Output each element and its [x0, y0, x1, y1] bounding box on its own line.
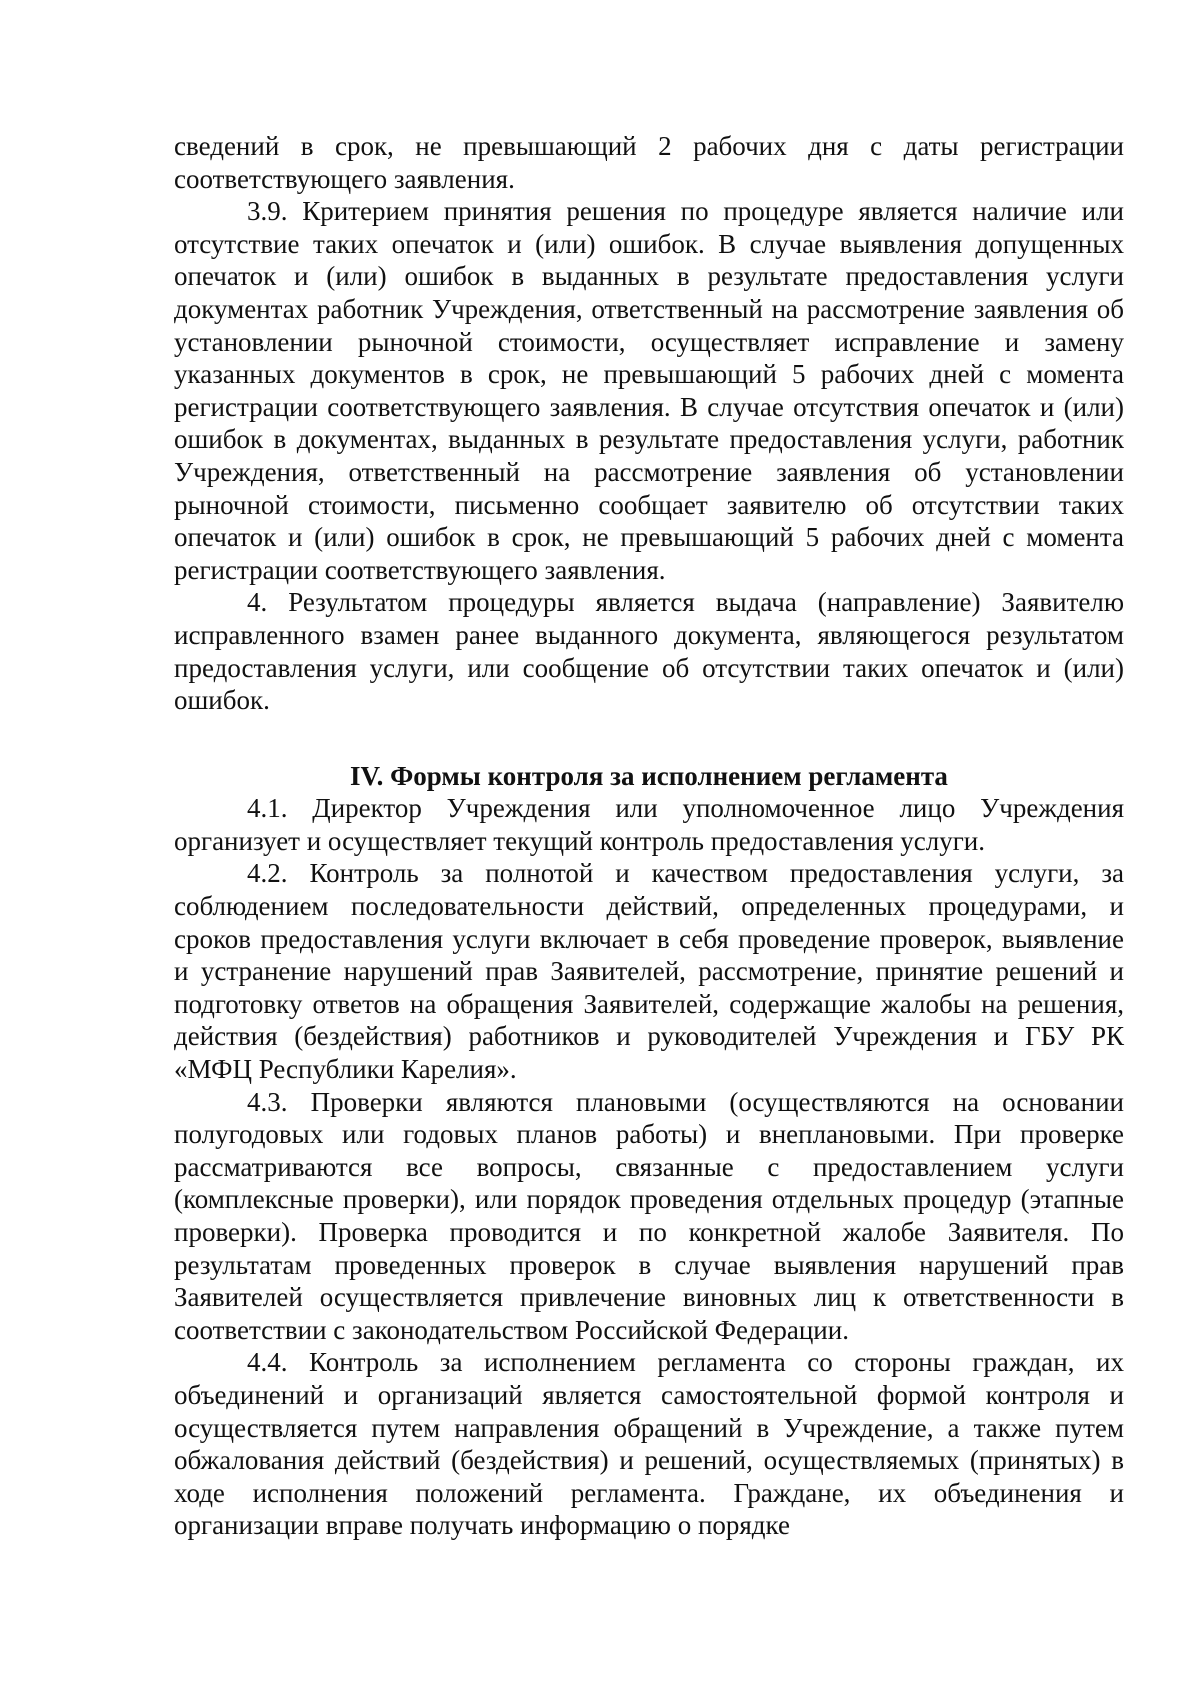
paragraph-4-2: 4.2. Контроль за полнотой и качеством предоставления услуги, за соблюдением последовательности действий, определенных процедурами, и сроков предоставления услуги включает в себя проведение проверок, выявление и устранение нарушений прав Заявителей, рассмотрение, принятие решений и подготовку ответов на обращения Заявителей, содержащие жалобы на решения, действия (бездействия) работников и руководителей Учреждения и ГБУ РК «МФЦ Республики Карелия».	[174, 858, 1124, 1085]
paragraph-3-9: 3.9. Критерием принятия решения по процедуре является наличие или отсутствие таких опечаток и (или) ошибок. В случае выявления допущенных опечаток и (или) ошибок в выданных в результате предоставления услуги документах работник Учреждения, ответственный на рассмотрение заявления об установлении рыночной стоимости, осуществляет исправление и замену указанных документов в срок, не превышающий 5 рабочих дней с момента регистрации соответствующего заявления. В случае отсутствия опечаток и (или) ошибок в документах, выданных в результате предоставления услуги, работник Учреждения, ответственный на рассмотрение заявления об установлении рыночной стоимости, письменно сообщает заявителю об отсутствии таких опечаток и (или) ошибок в срок, не превышающий 5 рабочих дней с момента регистрации соответствующего заявления.	[174, 196, 1124, 585]
paragraph-continuation: сведений в срок, не превышающий 2 рабочих дня с даты регистрации соответствующего заявления.	[174, 131, 1124, 194]
paragraph-4-1: 4.1. Директор Учреждения или уполномоченное лицо Учреждения организует и осуществляет текущий контроль предоставления услуги.	[174, 793, 1124, 856]
paragraph-4-3: 4.3. Проверки являются плановыми (осуществляются на основании полугодовых или годовых планов работы) и внеплановыми. При проверке рассматриваются все вопросы, связанные с предоставлением услуги (комплексные проверки), или порядок проведения отдельных процедур (этапные проверки). Проверка проводится и по конкретной жалобе Заявителя. По результатам проведенных проверок в случае выявления нарушений прав Заявителей осуществляется привлечение виновных лиц к ответственности в соответствии с законодательством Российской Федерации.	[174, 1086, 1124, 1345]
paragraph-4-result: 4. Результатом процедуры является выдача (направление) Заявителю исправленного взамен ранее выданного документа, являющегося результатом предоставления услуги, или сообщение об отсутствии таких опечаток и (или) ошибок.	[174, 587, 1124, 716]
paragraph-4-4: 4.4. Контроль за исполнением регламента со стороны граждан, их объединений и организаций является самостоятельной формой контроля и осуществляется путем направления обращений в Учреждение, а также путем обжалования действий (бездействия) и решений, осуществляемых (принятых) в ходе исполнения положений регламента. Граждане, их объединения и организации вправе получать информацию о порядке	[174, 1347, 1124, 1541]
document-page	[174, 130, 1124, 1542]
section-heading: IV. Формы контроля за исполнением регламента	[350, 760, 948, 791]
